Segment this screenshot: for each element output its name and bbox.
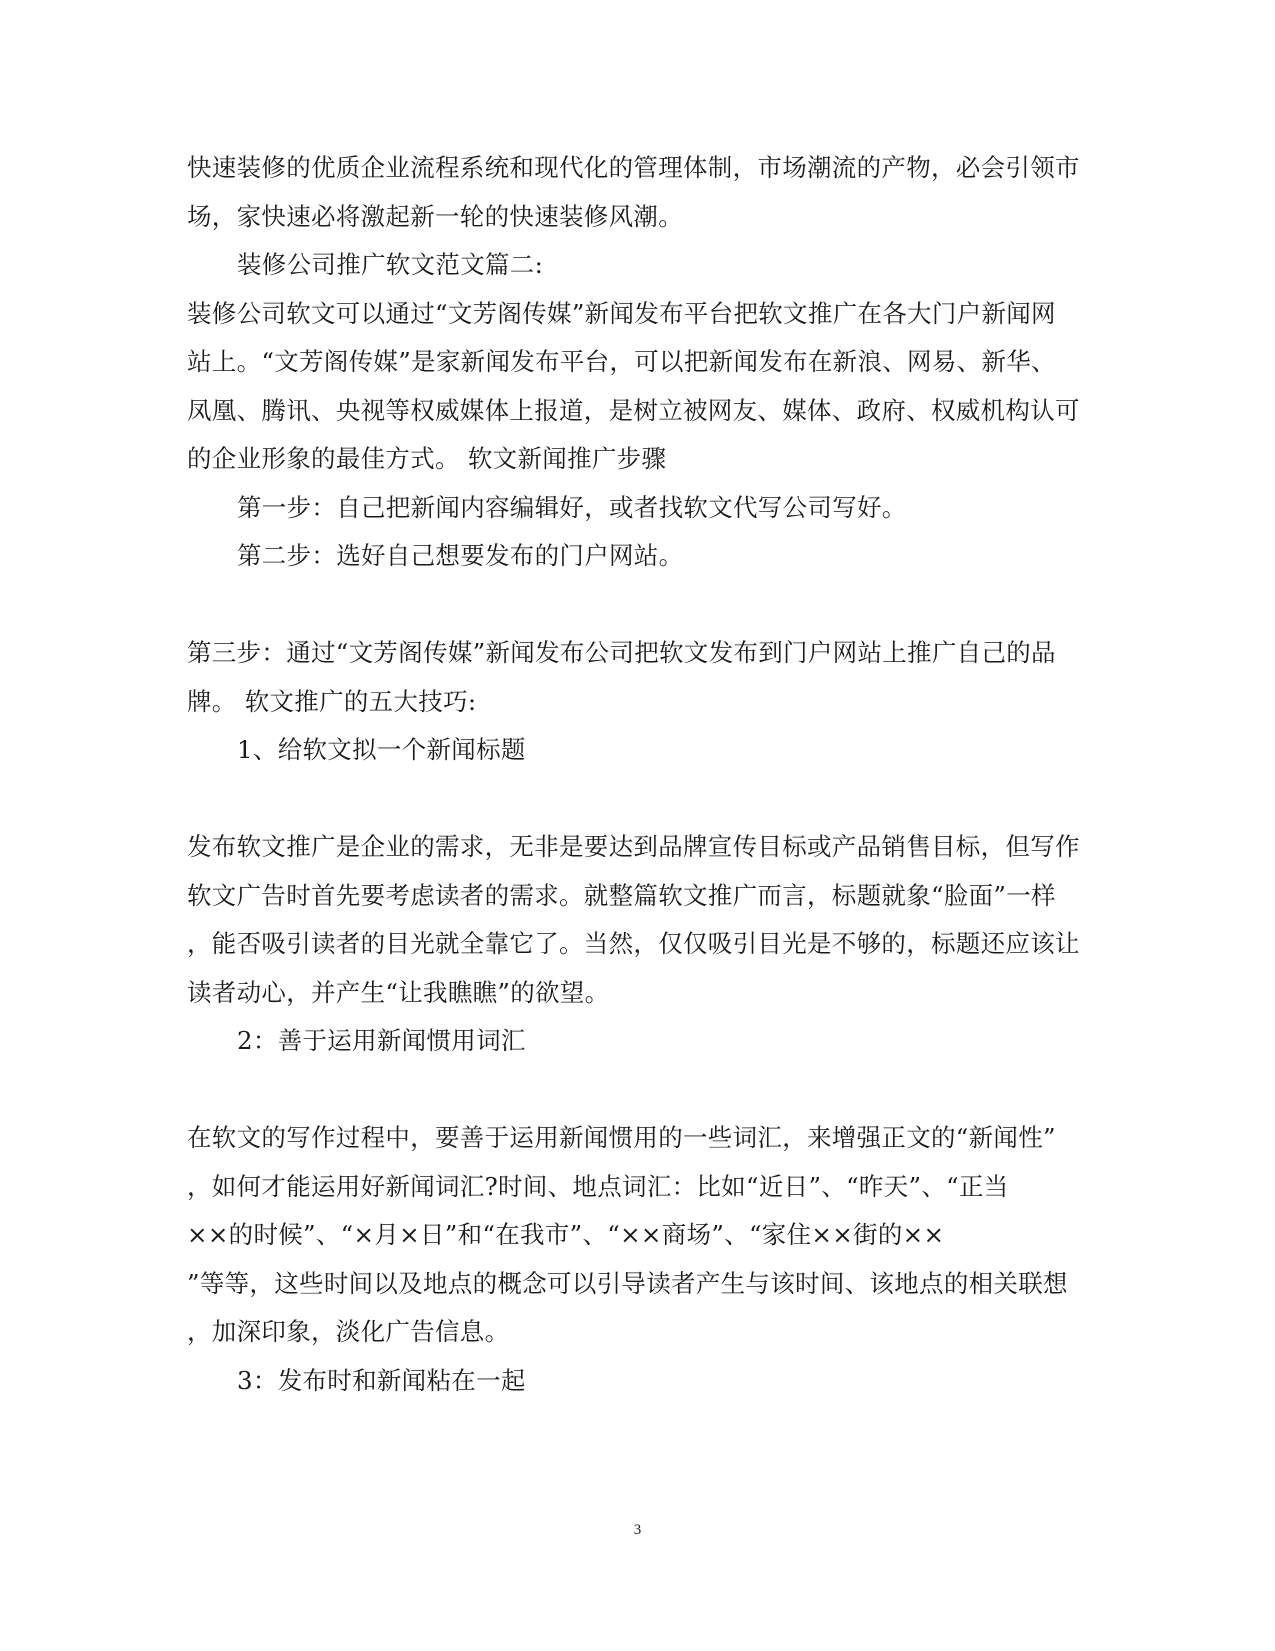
body-text-line: ××的时候”、“×月×日”和“在我市”、“××商场”、“家住××街的×× [187,1220,945,1249]
body-text-line: 软文广告时首先要考虑读者的需求。就整篇软文推广而言，标题就象“脸面”一样 [187,881,1056,910]
body-text-line: 在软文的写作过程中，要善于运用新闻惯用的一些词汇，来增强正文的“新闻性” [187,1123,1056,1152]
subsection-heading: 1、给软文拟一个新闻标题 [237,735,526,764]
page-number: 3 [633,1522,642,1538]
body-text-line: 读者动心，并产生“让我瞧瞧”的欲望。 [187,978,610,1007]
body-text-line: 装修公司软文可以通过“文芳阁传媒”新闻发布平台把软文推广在各大门户新闻网 [187,299,1056,328]
body-text-line: 牌。 软文推广的五大技巧: [187,687,477,716]
step-item: 第二步：选好自己想要发布的门户网站。 [237,541,684,570]
body-text-line: 凤凰、腾讯、央视等权威媒体上报道，是树立被网友、媒体、政府、权威机构认可 [187,396,1080,425]
section-heading: 装修公司推广软文范文篇二: [237,250,544,279]
body-text-line: 第三步：通过“文芳阁传媒”新闻发布公司把软文发布到门户网站上推广自己的品 [187,638,1056,667]
subsection-heading: 3：发布时和新闻粘在一起 [237,1366,526,1395]
body-text-line: ，如何才能运用好新闻词汇?时间、地点词汇：比如“近日”、“昨天”、“正当 [187,1172,1009,1201]
body-text-line: ”等等，这些时间以及地点的概念可以引导读者产生与该时间、该地点的相关联想 [187,1269,1068,1298]
body-text-line: 发布软文推广是企业的需求，无非是要达到品牌宣传目标或产品销售目标，但写作 [187,832,1080,861]
body-text-line: 快速装修的优质企业流程系统和现代化的管理体制，市场潮流的产物，必会引领市 [187,153,1080,182]
body-text-line: ，加深印象，淡化广告信息。 [187,1317,510,1346]
body-text-line: ，能否吸引读者的目光就全靠它了。当然，仅仅吸引目光是不够的，标题还应该让 [187,929,1080,958]
subsection-heading: 2：善于运用新闻惯用词汇 [237,1026,526,1055]
step-item: 第一步：自己把新闻内容编辑好，或者找软文代写公司写好。 [237,493,907,522]
body-text-line: 的企业形象的最佳方式。 软文新闻推广步骤 [187,444,667,473]
body-text-line: 场，家快速必将激起新一轮的快速装修风潮。 [187,202,683,231]
body-text-line: 站上。“文芳阁传媒”是家新闻发布平台，可以把新闻发布在新浪、网易、新华、 [187,347,1056,376]
